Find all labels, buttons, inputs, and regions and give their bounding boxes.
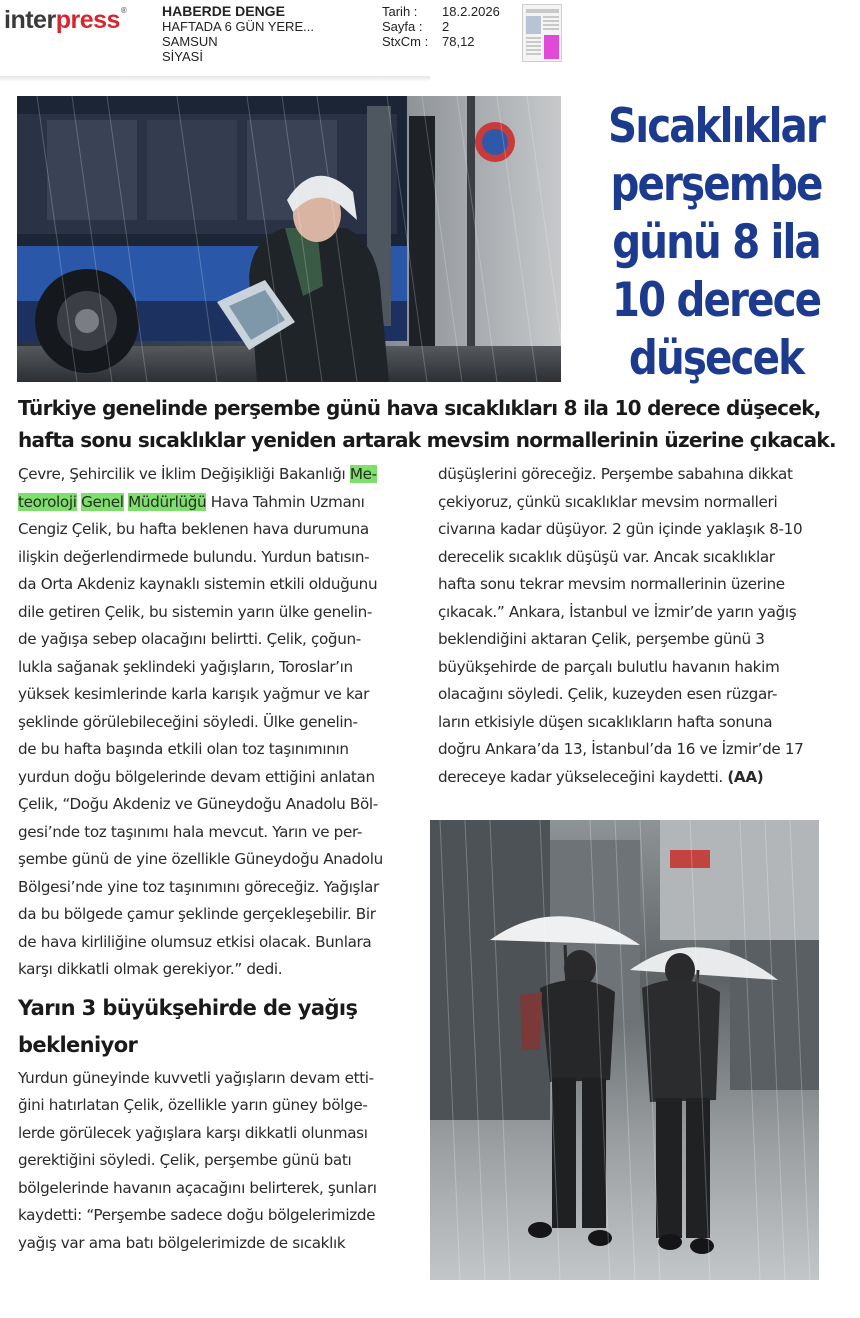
body-line: ilişkin değerlendirmede bulundu. Yurdun batısın- [18,547,370,566]
highlighted-term: Müdürlüğü [128,492,207,511]
clipping-header [0,0,860,78]
body-line [18,489,413,517]
body-line: olacağını söyledi. Çelik, kuzeyden esen rüzgar- [438,685,777,703]
field-row-size [382,34,500,49]
subheading [18,984,413,1065]
body-line [18,461,413,489]
body-line: bölgelerinde havanın açacağını belirterek, şunları [18,1178,377,1197]
highlighted-term: Genel [81,492,124,511]
body-line: civarına kadar düşüyor. 2 gün içinde yaklaşık 8-10 [438,520,803,538]
rain-woman-photo [17,96,561,382]
page-thumbnail[interactable] [522,4,562,62]
logo-text-main: inter [4,6,56,34]
clipping-fields [382,4,500,49]
highlighted-term: teoroloji [18,492,77,511]
umbrella-men-photo [430,820,819,1280]
interpress-logo [4,6,126,35]
body-line: da Orta Akdeniz kaynaklı sistemin etkili olduğunu [18,575,378,593]
body-line: dile getiren Çelik, bu sistemin yarın ülke genelin- [18,602,372,621]
body-line: beklendiğini aktaran Çelik, perşembe günü 3 [438,630,765,648]
body-line: lukla sağanak şeklindeki yağışların, Toroslar’ın [18,657,353,676]
body-line: gerektiğini söyledi. Çelik, perşembe günü batı [18,1151,352,1169]
deck-line: Türkiye genelinde perşembe günü hava sıcaklıkları 8 ila 10 derece düşecek, [18,396,821,420]
body-line: şembe günü de yine özellikle Güneydoğu Anadolu [18,850,383,868]
umbrella-men-illustration [430,820,819,1280]
body-column-right [438,461,838,791]
body-line: lerde görülecek yağışlara karşı dikkatli olunması [18,1123,368,1142]
headline-line: perşembe [610,157,822,212]
publication-frequency: HAFTADA 6 GÜN YERE... [162,19,314,34]
field-label: Sayfa : [382,19,423,34]
body-column-left [18,461,413,1257]
body-line: yurdun doğu bölgelerinde devam ettiğini anlatan [18,767,375,786]
highlighted-term: Me- [349,465,377,483]
body-line: Yurdun güneyinde kuvvetli yağışların devam etti- [18,1068,374,1087]
body-line: de hava kirliliğine olumsuz etkisi olacak. Bunlara [18,932,372,951]
body-line: büyükşehirde de parçalı bulutlu havanın hakim [438,657,780,676]
publication-info [162,4,314,64]
field-value: 78,12 [442,34,475,49]
body-line: de bu hafta başında etkili olan toz taşınımının [18,740,349,758]
body-line: yağış var ama batı bölgelerimizde de sıcaklık [18,1233,346,1252]
body-line: ğini hatırlatan Çelik, özellikle yarın güney bölge- [18,1096,368,1114]
field-row-date [382,4,500,19]
body-line: de yağışa sebep olacağını belirtti. Çelik, çoğun- [18,630,361,648]
headline-line: düşecek [628,331,804,386]
body-line: doğru Ankara’da 13, İstanbul’da 16 ve İzmir’de 17 [438,740,804,758]
headline-line: 10 derece [611,273,821,328]
publication-name: HABERDE DENGE [162,3,285,19]
deck-line: hafta sonu sıcaklıklar yeniden artarak mevsim normallerinin üzerine çıkacak. [18,428,836,452]
logo-text-accent: press [55,6,120,34]
field-row-page [382,19,500,34]
subheading-line: Yarın 3 büyükşehirde de yağış [18,995,358,1020]
body-line: çıkacak.” Ankara, İstanbul ve İzmir’de yarın yağış [438,602,797,621]
body-line: düşüşlerini göreceğiz. Perşembe sabahına dikkat [438,465,793,483]
field-label: StxCm : [382,34,429,49]
body-line: ların etkisiyle düşen sıcaklıkların hafta sonuna [438,712,773,731]
field-value: 2 [442,19,450,34]
body-text: dereceye kadar yükseleceğini kaydetti. [438,767,728,786]
body-line: yüksek kesimlerinde karla karışık yağmur ve kar [18,685,369,703]
body-line: karşı dikkatli olmak gerekiyor.” dedi. [18,960,283,978]
rain-woman-illustration [17,96,561,382]
article-deck [18,392,858,456]
subheading-line: bekleniyor [18,1032,138,1057]
body-line: kaydetti: “Perşembe sadece doğu bölgelerimizde [18,1206,376,1224]
agency-credit: (AA) [727,767,764,786]
headline-line: Sıcaklıklar [608,99,824,154]
publication-city: SAMSUN [162,34,218,49]
field-value: 18.2.2026 [442,4,500,19]
body-line: hafta sonu tekrar mevsim normallerinin üzerine [438,575,785,593]
logo-registered-mark: ® [120,6,127,15]
body-line: çekiyoruz, çünkü sıcaklıklar mevsim normalleri [438,492,778,511]
body-line: Bölgesi’nde yine toz taşınımını göreceğiz. Yağışlar [18,877,379,896]
header-divider [0,76,430,82]
body-line: şeklinde görülebileceğini söyledi. Ülke genelin- [18,712,358,731]
body-line [438,764,838,792]
body-line: gesi’nde toz taşınımı hala mevcut. Yarın ve per- [18,822,363,841]
body-line: Cengiz Çelik, bu hafta beklenen hava durumuna [18,520,369,538]
field-label: Tarih : [382,4,418,19]
publication-category: SİYASİ [162,49,203,64]
body-text: Hava Tahmin Uzmanı [206,492,365,511]
article-headline [608,98,825,388]
body-line: derecelik sıcaklık düşüşü var. Ancak sıcaklıklar [438,547,775,566]
body-line: da bu bölgede çamur şeklinde gerçekleşebilir. Bir [18,905,376,923]
headline-line: günü 8 ila [612,215,820,270]
body-text: Çevre, Şehircilik ve İklim Değişikliği Bakanlığı [18,465,350,483]
body-line: Çelik, “Doğu Akdeniz ve Güneydoğu Anadolu Böl- [18,795,378,813]
